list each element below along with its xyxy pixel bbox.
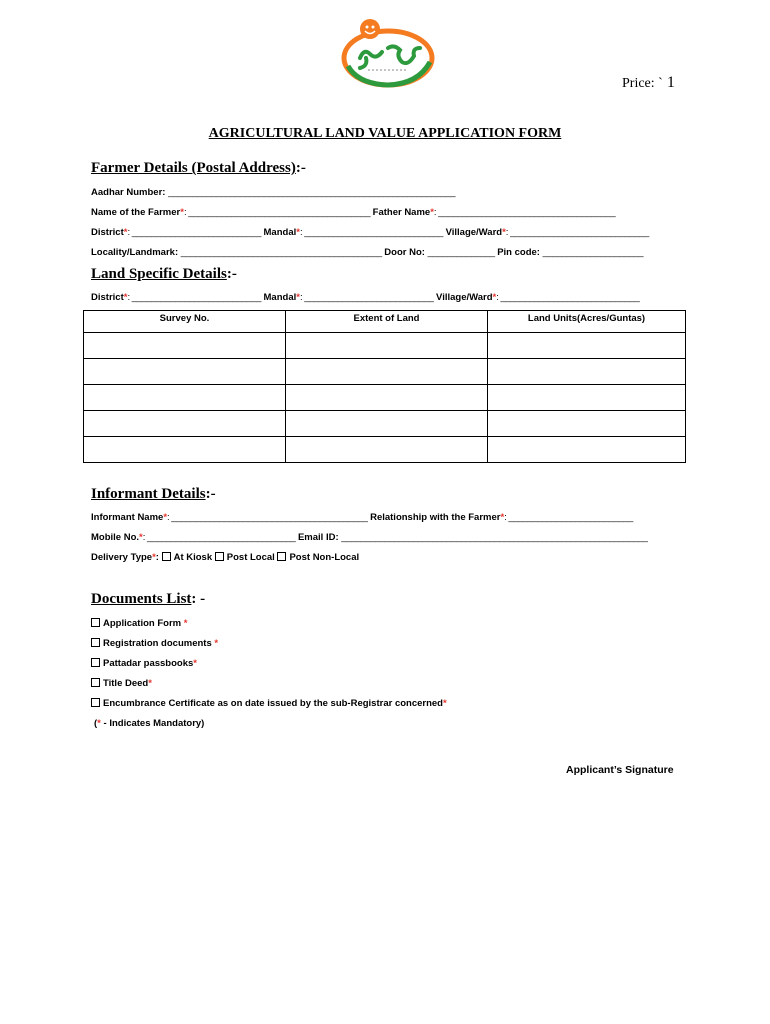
farmer-location-row [91,227,649,238]
village-field[interactable]: : _____________________________ [505,227,649,238]
relationship-label: Relationship with the Farmer [370,512,501,523]
documents-list-heading [91,591,205,608]
land-mandal-label: Mandal [263,292,297,303]
farmer-heading-suffix: :- [295,160,306,176]
extent-cell[interactable] [286,411,488,437]
extent-cell[interactable] [286,359,488,385]
land-mandal-field[interactable]: : ___________________________ [299,292,434,303]
table-row [84,333,686,359]
applicant-signature: Applicant’s Signature [566,764,674,776]
land-district-field[interactable]: : ___________________________ [127,292,261,303]
document-checkbox[interactable] [91,698,100,707]
mandatory-star: * [152,552,156,563]
form-title: AGRICULTURAL LAND VALUE APPLICATION FORM [208,126,562,141]
mandatory-star: * [180,207,184,218]
price-label: Price: ` [622,76,663,91]
document-label: Pattadar passbooks [103,658,194,669]
document-label: Title Deed [103,678,149,689]
price [622,74,675,92]
document-label: Application Form [103,618,182,629]
document-item [91,698,447,709]
document-checkbox[interactable] [91,658,100,667]
locality-label: Locality/Landmark: [91,247,179,258]
informant-name-row [91,512,633,523]
farmer-name-field[interactable]: : ______________________________________ [183,207,370,218]
informant-heading-suffix: :- [205,486,216,502]
father-name-label: Father Name [372,207,431,218]
table-header-row [84,311,686,333]
land-units-cell[interactable] [488,437,686,463]
document-item [91,678,152,689]
informant-name-field[interactable]: : _________________________________________ [167,512,368,523]
mandatory-star: * [123,227,128,238]
informant-name-label: Informant Name [91,512,164,523]
informant-heading-text: Informant Details [91,486,206,502]
table-row [84,359,686,385]
pin-field[interactable]: _____________________ [542,247,644,258]
land-details-heading [91,266,237,283]
email-field[interactable]: ________________________________________________________________ [341,532,648,543]
mandatory-star: * [193,658,197,669]
farmer-address-row [91,247,643,258]
email-label: Email ID: [297,532,339,543]
pin-label: Pin code: [497,247,540,258]
document-checkbox[interactable] [91,638,100,647]
mee-seva-logo [338,14,438,90]
mandatory-note [94,718,204,729]
mobile-field[interactable]: : _______________________________ [142,532,296,543]
aadhar-label: Aadhar Number: [91,187,166,198]
extent-cell[interactable] [286,385,488,411]
mandatory-star: * [430,207,434,218]
post-non-local-checkbox[interactable] [277,552,286,561]
survey-no-cell[interactable] [84,411,286,437]
price-value: 1 [666,74,675,91]
table-row [84,437,686,463]
land-table [83,310,686,463]
document-item [91,658,197,669]
mandatory-star: * [163,512,168,523]
survey-no-cell[interactable] [84,333,286,359]
aadhar-field[interactable]: ____________________________________________________________ [168,187,456,198]
land-units-cell[interactable] [488,385,686,411]
post-non-local-label: Post Non-Local [289,552,360,563]
mandatory-star: * [500,512,505,523]
mandatory-star: * [296,227,300,238]
land-units-cell[interactable] [488,411,686,437]
column-header: Survey No. [84,311,286,333]
documents-heading-text: Documents List [91,591,192,607]
delivery-type-row: Delivery Type*: At Kiosk Post Local Post Non-Local [91,552,360,563]
mandatory-star: * [502,227,506,238]
land-units-cell[interactable] [488,359,686,385]
farmer-heading-text: Farmer Details (Postal Address) [91,160,296,176]
informant-details-heading [91,486,216,503]
mandatory-star: * [492,292,497,303]
survey-no-cell[interactable] [84,385,286,411]
post-local-label: Post Local [226,552,275,563]
land-units-cell[interactable] [488,333,686,359]
mandal-field[interactable]: : _____________________________ [299,227,443,238]
land-heading-suffix: :- [226,266,237,282]
document-label: Encumbrance Certificate as on date issued by the sub-Registrar concerned [103,698,443,709]
door-label: Door No: [384,247,425,258]
delivery-type-label: Delivery Type [91,552,153,563]
door-field[interactable]: ______________ [427,247,495,258]
mandatory-star: * [97,718,101,729]
land-heading-text: Land Specific Details [91,266,227,282]
extent-cell[interactable] [286,333,488,359]
village-label: Village/Ward [445,227,503,238]
locality-field[interactable]: __________________________________________ [180,247,382,258]
land-location-row [91,292,639,303]
survey-no-cell[interactable] [84,359,286,385]
contact-row [91,532,647,543]
at-kiosk-checkbox[interactable] [162,552,171,561]
document-checkbox[interactable] [91,678,100,687]
document-item [91,618,187,629]
farmer-name-row [91,207,615,218]
aadhar-row [91,187,455,198]
extent-cell[interactable] [286,437,488,463]
relationship-field[interactable]: : __________________________ [504,512,633,523]
mandatory-star: * [443,698,447,709]
documents-heading-suffix: : - [191,591,206,607]
land-village-label: Village/Ward [436,292,493,303]
at-kiosk-label: At Kiosk [173,552,213,563]
land-village-field[interactable]: : _____________________________ [496,292,640,303]
note-open: ( [94,718,98,729]
mandal-label: Mandal [263,227,297,238]
farmer-details-heading [91,160,306,177]
document-item [91,638,218,649]
farmer-name-label: Name of the Farmer [91,207,181,218]
father-name-field[interactable]: : _____________________________________ [433,207,616,218]
table-row [84,411,686,437]
note-text: - Indicates Mandatory) [100,718,205,729]
column-header: Extent of Land [286,311,488,333]
table-row [84,385,686,411]
district-field[interactable]: : ___________________________ [127,227,261,238]
column-header: Land Units(Acres/Guntas) [488,311,686,333]
survey-no-cell[interactable] [84,437,286,463]
document-checkbox[interactable] [91,618,100,627]
district-label: District [91,227,124,238]
mandatory-star: * [181,618,188,629]
mandatory-star: * [139,532,143,543]
document-label: Registration documents [103,638,212,649]
mandatory-star: * [211,638,219,649]
mandatory-star: * [296,292,300,303]
mandatory-star: * [148,678,152,689]
mandatory-star: * [123,292,128,303]
land-district-label: District [91,292,124,303]
post-local-checkbox[interactable] [215,552,224,561]
mobile-label: Mobile No. [91,532,140,543]
